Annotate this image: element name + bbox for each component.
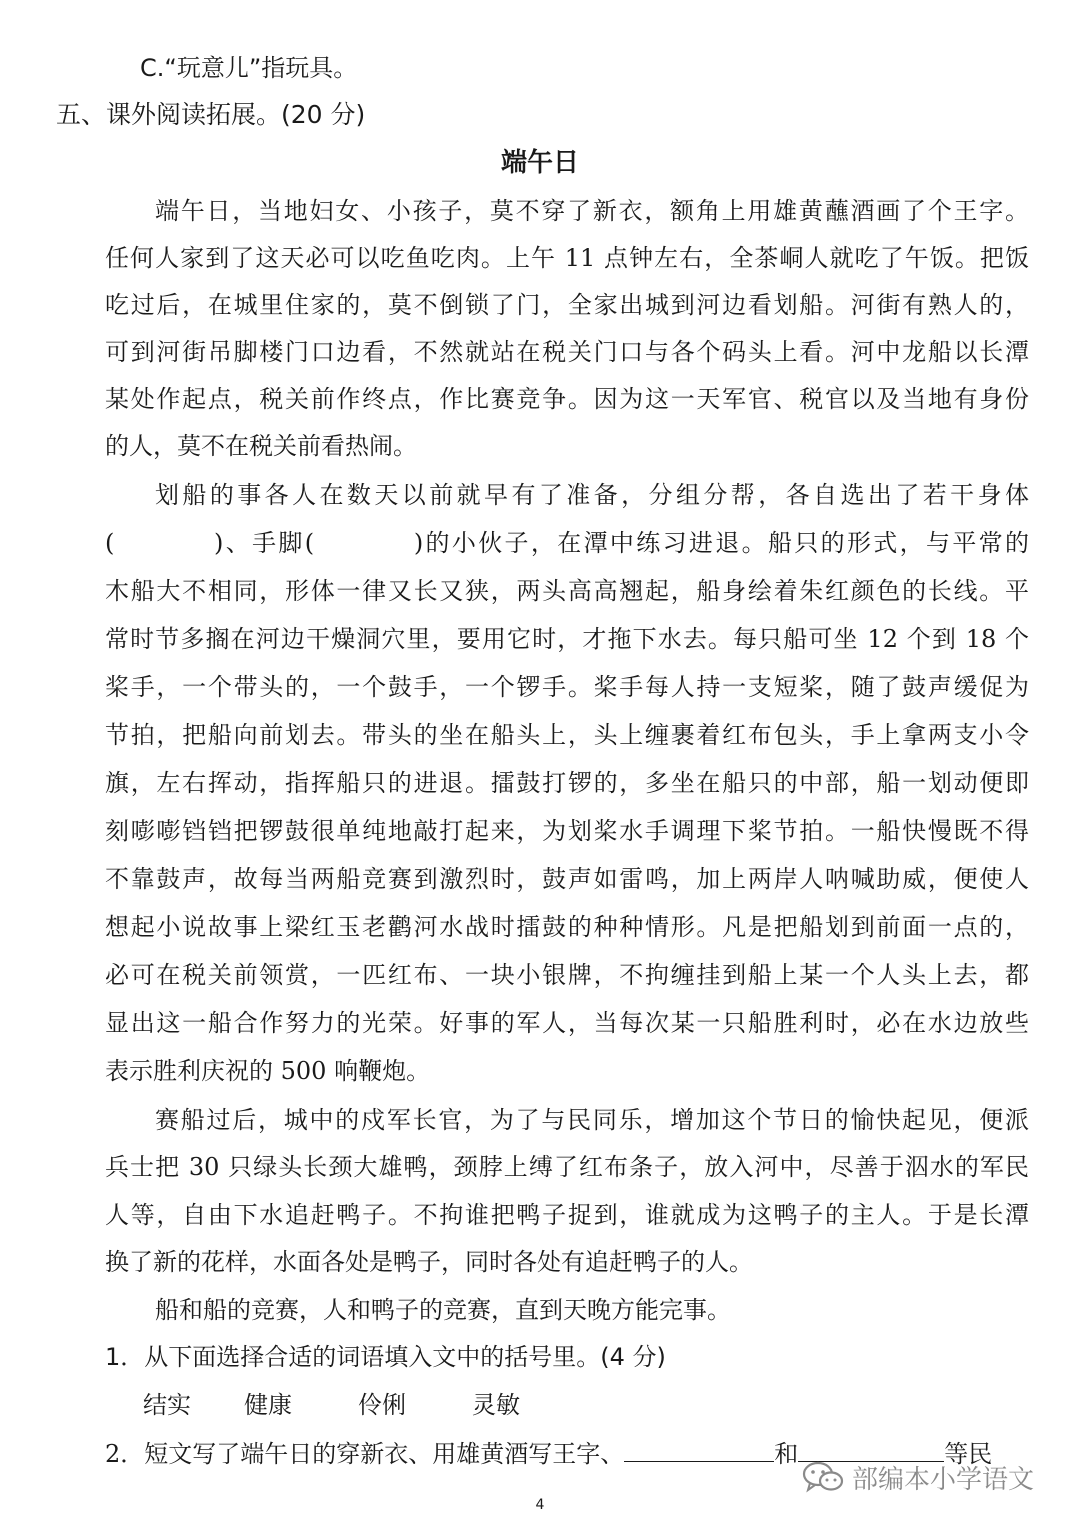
answer-blank-1[interactable] (624, 1439, 774, 1462)
passage-title: 端午日 (500, 148, 579, 178)
passage-line: 任何人家到了这天必可以吃鱼吃肉。上午 11 点钟左右，全茶峒人就吃了午饭。把饭 (105, 244, 1029, 272)
passage-line: 不靠鼓声，故每当两船竞赛到激烈时，鼓声如雷鸣，加上两岸人呐喊助威，便使人 (105, 865, 1029, 893)
passage-line: 端午日，当地妇女、小孩子，莫不穿了新衣，额角上用雄黄蘸酒画了个王字。 (155, 197, 1029, 225)
passage-line: 兵士把 30 只绿头长颈大雄鸭，颈脖上缚了红布条子，放入河中，尽善于泅水的军民 (105, 1153, 1029, 1181)
question-2-suffix: 等民 (944, 1440, 993, 1468)
passage-line: 显出这一船合作努力的光荣。好事的军人，当每次某一只船胜利时，必在水边放些 (105, 1009, 1029, 1037)
question-2-middle: 和 (774, 1440, 799, 1468)
question-1: 1．从下面选择合适的词语填入文中的括号里。(4 分) (105, 1343, 666, 1371)
passage-line: 节拍，把船向前划去。带头的坐在船头上，头上缠裹着红布包头，手上拿两支小令 (105, 721, 1029, 749)
section-heading: 五、课外阅读拓展。(20 分) (56, 100, 366, 129)
passage-line: 刻嘭嘭铛铛把锣鼓很单纯地敲打起来，为划桨水手调理下桨节拍。一船快慢既不得 (105, 817, 1029, 845)
page-number: 4 (535, 1497, 545, 1513)
passage-line: 表示胜利庆祝的 500 响鞭炮。 (105, 1057, 431, 1085)
word-choice: 结实 (143, 1391, 191, 1419)
passage-line: 吃过后，在城里住家的，莫不倒锁了门，全家出城到河边看划船。河街有熟人的， (105, 291, 1029, 319)
option-c: C.“玩意儿”指玩具。 (140, 54, 358, 82)
passage-line: 必可在税关前领赏，一匹红布、一块小银牌，不拘缠挂到船上某一个人头上去，都 (105, 961, 1029, 989)
passage-line: 赛船过后，城中的戍军长官，为了与民同乐，增加这个节日的愉快起见，便派 (155, 1106, 1029, 1134)
passage-line: 可到河街吊脚楼门口边看，不然就站在税关门口与各个码头上看。河中龙船以长潭 (105, 338, 1029, 366)
watermark (802, 1457, 1034, 1497)
passage-line: 人等，自由下水追赶鸭子。不拘谁把鸭子捉到，谁就成为这鸭子的主人。于是长潭 (105, 1201, 1029, 1229)
passage-line: 想起小说故事上梁红玉老鹳河水战时擂鼓的种种情形。凡是把船划到前面一点的， (105, 913, 1029, 941)
watermark-text: 部编本小学语文 (852, 1464, 1035, 1495)
passage-line: 划船的事各人在数天以前就早有了准备，分组分帮，各自选出了若干身体 (155, 481, 1029, 509)
word-choice: 灵敏 (472, 1391, 520, 1419)
passage-line: 常时节多搁在河边干燥洞穴里，要用它时，才拖下水去。每只船可坐 12 个到 18 个 (105, 625, 1029, 653)
passage-line: 换了新的花样，水面各处是鸭子，同时各处有追赶鸭子的人。 (105, 1248, 753, 1276)
passage-line: 桨手，一个带头的，一个鼓手，一个锣手。桨手每人持一支短桨，随了鼓声缓促为 (105, 673, 1029, 701)
passage-line: 的人，莫不在税关前看热闹。 (105, 432, 417, 460)
word-choice: 健康 (244, 1391, 292, 1419)
question-2-prefix: 2．短文写了端午日的穿新衣、用雄黄酒写王字、 (105, 1440, 625, 1468)
word-choice: 伶俐 (358, 1391, 406, 1419)
passage-line: ( )、手脚( )的小伙子，在潭中练习进退。船只的形式，与平常的 (105, 529, 1029, 557)
passage-line: 旗，左右挥动，指挥船只的进退。擂鼓打锣的，多坐在船只的中部，船一划动便即 (105, 769, 1029, 797)
passage-line: 某处作起点，税关前作终点，作比赛竞争。因为这一天军官、税官以及当地有身份 (105, 385, 1029, 413)
passage-line: 木船大不相同，形体一律又长又狭，两头高高翘起，船身绘着朱红颜色的长线。平 (105, 577, 1029, 605)
wechat-icon (802, 1460, 844, 1494)
passage-line: 船和船的竞赛，人和鸭子的竞赛，直到天晚方能完事。 (155, 1296, 731, 1324)
